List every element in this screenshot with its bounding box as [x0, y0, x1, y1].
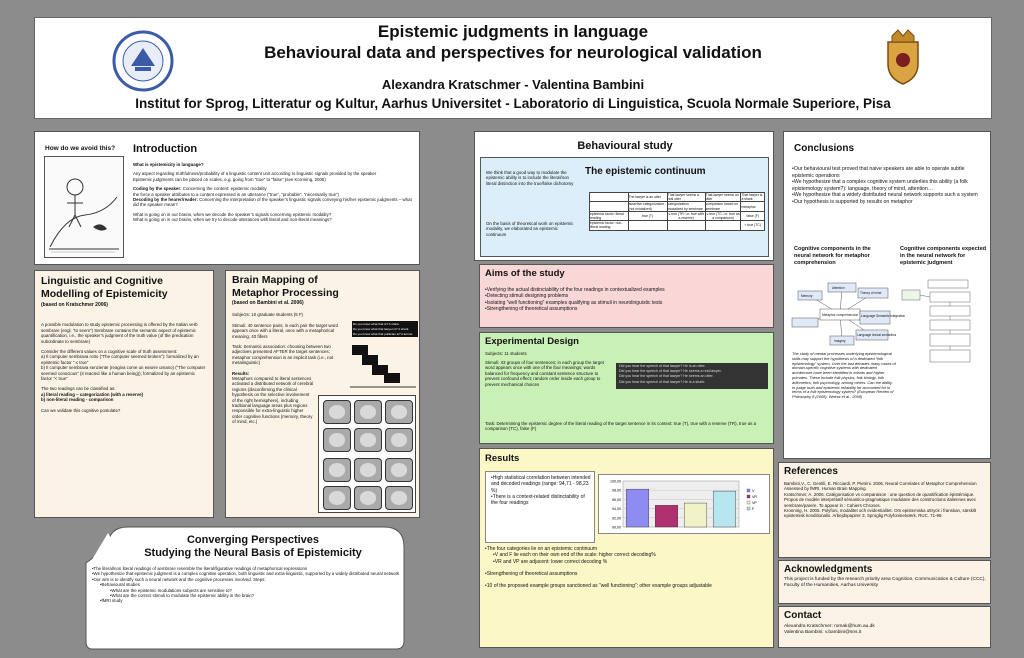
modelling-panel	[34, 270, 214, 518]
table-header-cell: That lawyer seems an otter	[705, 193, 741, 202]
brain-stimuli: Stimuli: 40 sentence pairs; in each pair the target word appears once with a literal, once with a metaphorical meaning; 40 fillers	[232, 322, 338, 339]
contact-panel	[778, 606, 991, 648]
introduction-panel	[34, 131, 420, 265]
y-tick-label: 96,00	[612, 497, 621, 502]
aims-item: •Strengthening of theoretical assumptions	[485, 305, 578, 312]
intro-question-2: What is going on in our brains, when we decode the speaker’s signals concerning epistemic modality?	[133, 211, 332, 217]
design-example: Did you hear the speech of that lawyer? He is a shark.	[619, 379, 706, 384]
design-example: Did you hear the speech of that lawyer? He is an otter.	[619, 364, 706, 368]
metaphor-network-diagram	[790, 278, 906, 348]
modelling-reading-1: a) literal reading – categorization (with a reserve)	[41, 391, 143, 397]
table-cell	[590, 202, 629, 211]
cartoon-question: How do we avoid this?	[45, 145, 116, 152]
chart-bar-VR	[655, 505, 678, 527]
modelling-subtitle: (based on Kratschmer 2006)	[41, 302, 108, 308]
poster-title-line-1: Epistemic judgments in language	[377, 22, 649, 41]
intro-paragraph-2: Epistemic judgments can be placed on scales, e.g. going from “true” to “false” (see Kronning, 2005)	[133, 176, 326, 182]
brain-mapping-panel	[225, 270, 420, 518]
diagram-1-title: Cognitive components in the neural network for metaphor comprehension	[794, 246, 871, 266]
converging-step-1: •Behavioural studies	[100, 582, 140, 588]
legend-swatch	[747, 501, 750, 504]
chart-bar-V	[626, 489, 649, 527]
diagram-node: Memory	[801, 294, 813, 298]
table-cell: categorization modalized by sembrare	[667, 202, 705, 211]
y-tick-label: 98,00	[612, 488, 621, 493]
conclusions-item: •Our hypothesis is supported by results on metaphor	[792, 198, 913, 205]
y-tick-label: 94,00	[612, 507, 621, 512]
conclusions-item: •Our behavioural test proved that naive speakers are able to operate subtle epistemic operations	[792, 166, 965, 179]
aims-item: •Detecting stimuli designing problems	[485, 293, 569, 300]
trial-sequence-diagram	[350, 341, 418, 389]
results-paragraph-1: •Strengthening of theoretical assumptions	[485, 570, 578, 577]
table-cell: true (T)	[628, 211, 667, 220]
brain-scans-image	[318, 395, 416, 513]
results-sub-item: •VR and VP are adjacent: lower correct decoding %	[493, 558, 608, 565]
poster-header	[34, 17, 992, 119]
coat-of-arms-logo	[878, 28, 928, 88]
poster-title-line-2: Behavioural data and perspectives for neurological validation	[264, 43, 762, 62]
conclusions-title: Conclusions	[794, 143, 855, 154]
contact-title: Contact	[784, 610, 822, 621]
behavioural-lead: We think that a good way to modulate the epistemic ability is to include the literal/non literal distinction into the true/false dichotomy	[486, 170, 574, 186]
results-panel	[479, 448, 774, 648]
converging-item-2: •We hypothesize that epistemic judgment is a complex cognitive operation, both linguistic and extra-linguistic, supported by a widely distributed neural network	[92, 571, 400, 577]
reference-item: Kratschmer, A. 2006. Catégorisation vs comparaison : une question de quantification épistémique. Propos de modèle interprétatif sémantico-pragmatique modulaire des constructions italiennes avec sembrare/parere. To appear in : Cahiers Chronos.	[784, 491, 977, 508]
chart-bar-F	[713, 491, 736, 527]
diagram-node: Attention	[832, 286, 845, 290]
conclusions-item: •We hypothesize that a widely distributed neural network supports such a system	[792, 192, 978, 199]
brain-results: Metaphors compared to literal sentences activated a distributed network of cerebral regions (disconfirming the clinical hypothesis on the selective involvement of the right hemisphere), including traditional language areas plus regions responsible for extra-linguistic higher order cognitive functions (memory, theory of mind, etc.)	[232, 375, 314, 425]
intro-question-3: What is going on in our brains, when we try to decode utterances with literal and non-literal meanings?	[133, 217, 332, 223]
aims-item: •Verifying the actual distinctability of the four readings in contextualized examples	[485, 287, 665, 293]
coding-speaker-text: Concerning the content: epistemic modality	[181, 186, 267, 192]
brain-mapping-subtitle: (based on Bambini et al. 2006)	[232, 300, 304, 306]
diagram-node: Metaphor comprehension	[822, 313, 859, 317]
brain-subjects: Subjects: 10 graduate students (5 F)	[232, 312, 304, 318]
references-title: References	[784, 466, 838, 477]
intro-paragraph-1: Any aspect regarding truthfulness/probability of a linguistic content unit according to linguistic signals provided by the speaker	[133, 171, 377, 177]
y-tick-label: 90,00	[612, 525, 621, 530]
converging-item-3: •Our aim is to identify such a neural network and the cognitive processes involved. Steps:	[92, 576, 266, 582]
table-cell	[628, 221, 667, 230]
stimulus-line-3: Do you know what that politician is? A kernel.	[353, 332, 413, 336]
coding-speaker-label: Coding by the speaker:	[133, 186, 182, 192]
modelling-paragraph-4: Can we validate this cognitive postulate?	[41, 407, 121, 413]
continuum-table	[589, 192, 765, 231]
results-item: •High statistical correlation between intended and decoded readings (range: 94,71 - 98,23 %)	[491, 475, 591, 494]
brain-mapping-title: Brain Mapping of Metaphor Processing	[232, 274, 339, 299]
brain-task: Task: Semantic association: choosing between two adjectives presented AFTER the target sentences; metaphor comprehension is an implicit task (i.e., not metalinguistic)	[232, 343, 334, 366]
conclusions-panel	[783, 131, 991, 459]
design-stimuli: Stimuli: 43 groups of four sentences; in each group the target word appears once with one of the four meanings; words balanced for frequency and constant sentence structure to prevent confound effect; random order inside each group to prevent mechanical choices	[485, 360, 604, 387]
legend-swatch	[747, 495, 750, 498]
modelling-paragraph-3: The two readings can be classified as:	[41, 386, 116, 392]
modelling-example-a: a) Il computer sembrava rotto (“The computer seemed broken”): formalized by an epistemic factor “ ≤ true”	[41, 354, 199, 365]
design-panel	[479, 332, 774, 444]
table-cell: ≤ true (TR: i.e. true with a reserve)	[668, 211, 704, 221]
references-list	[784, 481, 988, 519]
aims-title: Aims of the study	[485, 268, 565, 279]
table-cell: < true (TC)	[741, 221, 765, 230]
y-tick-label: 100,00	[610, 479, 621, 484]
converging-title-2: Studying the Neural Basis of Epistemicity	[144, 547, 362, 559]
diagram-node: Language lexical semantics	[857, 333, 897, 337]
behavioural-lead-2: On the basis of theoretical work on epistemic modality, we elaborated an epistemic continuum	[486, 221, 574, 237]
introduction-body	[133, 162, 415, 223]
aims-list	[485, 287, 770, 312]
legend-label: VR	[752, 494, 757, 499]
converging-step-2: •What are the epistemic modulations subjects are sensitive to?	[110, 587, 232, 593]
table-cell: assertive categorization (not modalized)	[628, 202, 667, 211]
acknowledgments-panel	[778, 560, 991, 604]
table-cell: epistemic factor: non-literal reading	[590, 221, 629, 230]
behavioural-title: Behavioural study	[577, 140, 673, 152]
results-title: Results	[485, 453, 520, 464]
conclusions-list	[792, 166, 987, 206]
diagram-node: Language Semantic integration	[861, 314, 906, 318]
epistemic-network-diagram	[898, 278, 988, 368]
results-chart	[598, 474, 770, 534]
stimulus-line-1: Do you know what that is? A shark.	[353, 322, 400, 326]
intro-decoding	[133, 197, 415, 208]
aims-panel	[479, 264, 774, 328]
conclusions-item: •We hypothesize that a complex cognitive system underlies this ability (a folk epistemology system?): language, theory of mind, attention…	[792, 179, 968, 192]
converging-step-3: •What are the correct stimuli to modulate the epistemic ability in the brain?	[110, 593, 255, 599]
converging-body	[92, 566, 402, 604]
stimulus-line-2: Do you know what that lawyer is? A shark.	[353, 327, 410, 331]
brain-results-label: Results:	[232, 370, 250, 376]
converging-panel	[84, 523, 422, 651]
modelling-paragraph-2: Consider the different values on a cognitive scale of truth assessment:	[41, 348, 178, 354]
table-cell	[667, 221, 705, 230]
acknowledgments-title: Acknowledgments	[784, 564, 873, 575]
table-cell: metaphor	[741, 202, 765, 211]
results-sub-item: •V and F lie each on their own end of the scale: higher correct decoding%	[493, 552, 656, 559]
results-more	[485, 546, 770, 589]
legend-swatch	[747, 489, 750, 492]
contact-line-2: Valentina Bambini: v.bambini@sns.it	[784, 630, 862, 635]
results-more-item: •The four categories lie on an epistemic continuum	[485, 546, 598, 552]
conclusions-caption: The study of mental processes underlying epistemological skills may support the hypothesis of a dedicated “folk epistemology” system. Over the last decades many cases of domain-specific cognitive systems with dedicated architecture have been identified in infants and higher primates. These include folk physics, folk biology, folk arithmetics, folk psychology, among others. Can the ability to judge truth and epistemic reliability be accounted for in terms of a folk epistemology system? (European Review of Philosophy 8 (2008), Weintz et al., 2008)	[792, 351, 896, 400]
introduction-title: Introduction	[133, 143, 198, 155]
diagram-2-title: Cognitive components expected in the neural network for epistemic judgment	[900, 246, 987, 266]
poster-authors: Alexandra Kratschmer - Valentina Bambini	[381, 77, 645, 92]
table-cell: comparison based on sembrare	[705, 202, 741, 211]
y-tick-label: 92,00	[612, 516, 621, 521]
design-example: Did you hear the speech of that lawyer? He seems an otter.	[619, 374, 714, 379]
diagram-node: Imagery	[834, 339, 846, 343]
design-example: Did you hear the speech of that lawyer? He seems a real lawyer.	[619, 369, 722, 374]
legend-label: VP	[752, 500, 757, 505]
modelling-paragraph-1: A possible modulation to study epistemic processing is offered by the Italian verb sembrare (engl. “to seem”) Sembrare contains the semantic aspect of epistemic quantification, i.e., the speaker’s judgment of the truth value (of the predication subordinate to sembrare)	[41, 322, 198, 344]
converging-step-4: •fMRI study	[100, 598, 123, 604]
decoding-label: Decoding by the hearer/reader:	[133, 197, 198, 203]
table-cell	[705, 221, 741, 230]
table-cell: ≤ true (TC: i.e. true as a comparison)	[706, 211, 740, 221]
intro-coding-speaker-2: the force a speaker attributes to a content expressed in an utterance (“true”, “probable”, “necessarily true”)	[133, 191, 339, 197]
design-examples-box	[616, 363, 768, 389]
legend-label: F	[752, 506, 755, 511]
legend-swatch	[747, 507, 750, 510]
acknowledgments-text: This project is funded by the research priority area Cognition, Communication & Culture (CCC), Faculty of the Humanities, Aarhus University	[784, 577, 986, 588]
intro-question-1: What is epistemicity in language?	[133, 162, 204, 167]
poster-institutions: Institut for Sprog, Litteratur og Kultur, Aarhus Universitet - Laboratorio di Linguistica, Scuola Normale Superiore, Pisa	[135, 96, 891, 111]
table-header-cell	[590, 193, 629, 202]
cartoon-image	[44, 156, 124, 258]
references-panel	[778, 462, 991, 558]
modelling-title: Linguistic and Cognitive Modelling of Epistemicity	[41, 275, 168, 300]
reference-item: Bambini,V., C. Gentili, E. Ricciardi, P. Pietrini. 2006. Neural Correlates of Metaphor Comprehension Assessed by fMRI. Human Brain Mapping.	[784, 481, 977, 492]
aims-item: •Isolating “well functioning” examples qualifying as stimuli in neurolinguistic tests	[485, 299, 663, 306]
legend-label: V	[752, 488, 755, 493]
reference-item: Kronning, H. 2005. Polyfoni, modalitet och evidentialitet. Om epistemiska uttryck i franskan, särskilt epistemisk konditionalis. Arbejdspapirer 3, Sproglig Polyfoninetværk. RUC. 71-99.	[784, 508, 977, 519]
design-task: Task: Determining the epistemic degree of the literal reading of the target sentence in its context: true (T), true with a reserve (TR), true as a comparison (TC), false (F)	[485, 421, 757, 432]
modelling-reading-2: b) non-literal reading - comparison	[41, 397, 114, 403]
stimulus-example-box	[352, 321, 418, 337]
table-header-cell: The lawyer is an otter	[628, 193, 667, 202]
continuum-box	[480, 157, 769, 257]
results-item: •There is a context-related distinctability of the four readings	[491, 493, 585, 507]
modelling-body	[41, 322, 207, 413]
table-header-cell: That lawyer is a shark	[741, 193, 765, 202]
behavioural-panel	[474, 131, 774, 261]
design-title: Experimental Design	[485, 336, 579, 347]
converging-item-1: •The literal/non literal readings of sembrare resemble the literal/figurative readings of metaphorical expressions	[92, 566, 308, 571]
decoding-text: Concerning the interpretation of the speaker’s linguistic signals conveying his/her epistemic judgments – what did the speaker mean?	[133, 197, 412, 208]
table-cell: epistemic factor: literal reading	[590, 211, 629, 220]
continuum-title: The epistemic continuum	[585, 166, 706, 177]
table-cell: false (F)	[741, 211, 765, 220]
results-chart-svg	[599, 475, 771, 535]
modelling-example-b: b) Il computer sembrava senziente (reagiva come un essere umano) (“The computer seemed conscious” (it reacted like a human being)); formalized by an epistemic factor “< true”	[41, 365, 206, 381]
converging-title-1: Converging Perspectives	[186, 534, 320, 546]
table-header-cell: That lawyer seems a real otter	[667, 193, 705, 202]
diagram-node: Theory of mind	[860, 291, 882, 295]
results-paragraph-2: •10 of the proposed example groups sanctioned as “well functioning”; other example groups adjustable	[485, 583, 712, 590]
chart-bar-VP	[684, 503, 707, 527]
design-subjects: Subjects: 11 students	[485, 351, 527, 356]
contact-line-1: Alexandra Kratschmer: romak@hum.au.dk	[784, 624, 875, 629]
results-box	[485, 471, 595, 543]
